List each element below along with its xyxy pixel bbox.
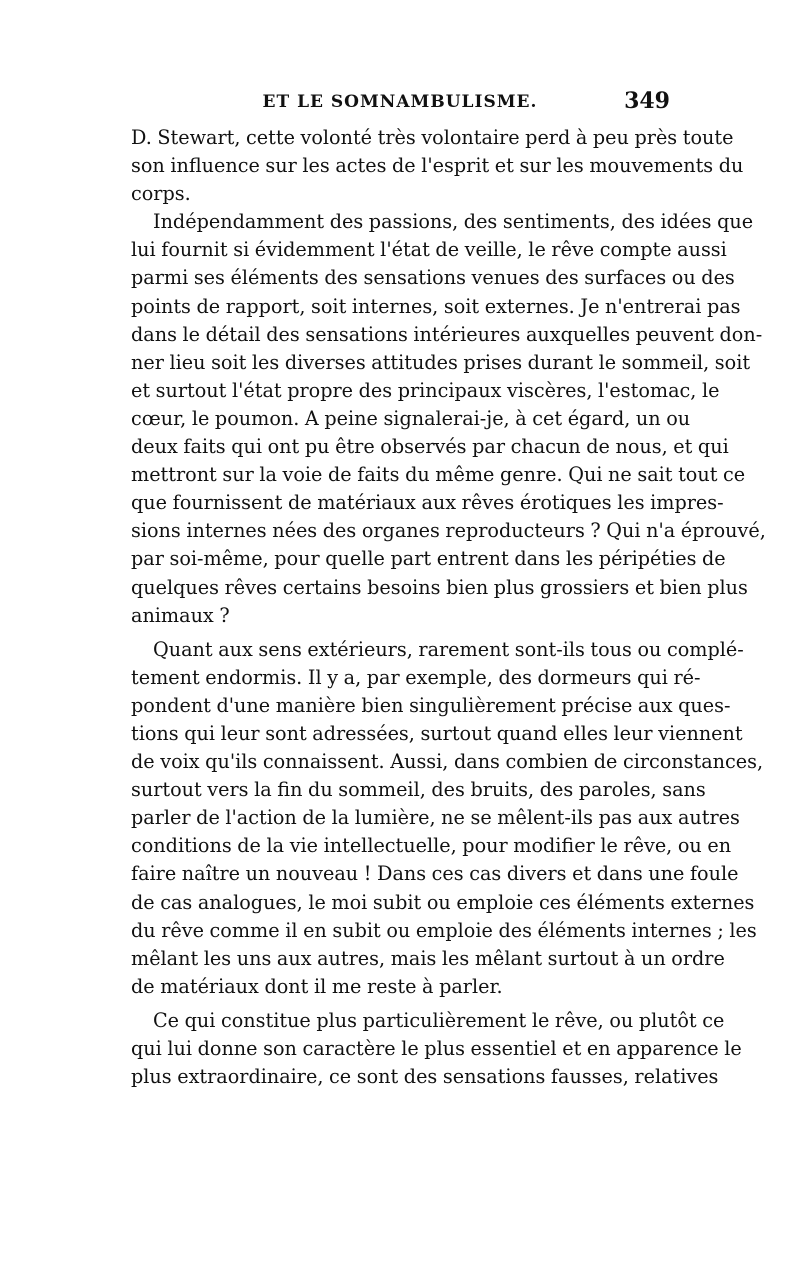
text-line: de cas analogues, le moi subit ou emploie ces éléments externes	[131, 890, 755, 914]
paragraph-3	[131, 636, 764, 1001]
text-line: faire naître un nouveau ! Dans ces cas divers et dans une foule	[131, 862, 739, 886]
running-title: ET LE SOMNAMBULISME.	[262, 92, 538, 112]
text-line: Indépendamment des passions, des sentiments, des idées que	[153, 210, 754, 234]
text-line: points de rapport, soit internes, soit externes. Je n'entrerai pas	[131, 294, 741, 318]
text-line: de voix qu'ils connaissent. Aussi, dans combien de circonstances,	[131, 750, 764, 774]
paragraph-4	[131, 1007, 742, 1091]
text-line: son influence sur les actes de l'esprit et sur les mouvements du	[131, 154, 744, 178]
text-line: lui fournit si évidemment l'état de veille, le rêve compte aussi	[131, 238, 727, 262]
text-line: parler de l'action de la lumière, ne se mêlent-ils pas aux autres	[131, 806, 740, 830]
text-line: plus extraordinaire, ce sont des sensations fausses, relatives	[131, 1065, 719, 1089]
text-line: dans le détail des sensations intérieures auxquelles peuvent don-	[131, 322, 763, 346]
text-line: D. Stewart, cette volonté très volontaire perd à peu près toute	[131, 126, 734, 149]
text-line: surtout vers la fin du sommeil, des bruits, des paroles, sans	[131, 778, 706, 802]
paragraph-1	[131, 124, 744, 208]
text-line: pondent d'une manière bien singulièrement précise aux ques-	[131, 693, 731, 717]
page-number: 349	[624, 88, 670, 114]
text-line: cœur, le poumon. A peine signalerai-je, à cet égard, un ou	[131, 406, 691, 430]
text-line: parmi ses éléments des sensations venues des surfaces ou des	[131, 266, 735, 290]
text-line: mettront sur la voie de faits du même genre. Qui ne sait tout ce	[131, 463, 746, 487]
text-line: Quant aux sens extérieurs, rarement sont-ils tous ou complé-	[153, 637, 744, 661]
text-line: sions internes nées des organes reproducteurs ? Qui n'a éprouvé,	[131, 519, 766, 543]
text-line: par soi-même, pour quelle part entrent dans les péripéties de	[131, 547, 726, 571]
text-line: animaux ?	[131, 603, 230, 627]
text-line: deux faits qui ont pu être observés par chacun de nous, et qui	[131, 435, 729, 459]
text-line: conditions de la vie intellectuelle, pour modifier le rêve, ou en	[131, 834, 732, 858]
text-line: de matériaux dont il me reste à parler.	[131, 974, 503, 998]
text-line: Ce qui constitue plus particulièrement le rêve, ou plutôt ce	[153, 1008, 725, 1032]
text-line: corps.	[131, 182, 191, 206]
text-line: du rêve comme il en subit ou emploie des éléments internes ; les	[131, 918, 757, 942]
text-line: mêlant les uns aux autres, mais les mêlant surtout à un ordre	[131, 946, 725, 970]
text-line: ner lieu soit les diverses attitudes prises durant le sommeil, soit	[131, 350, 751, 374]
text-line: qui lui donne son caractère le plus essentiel et en apparence le	[131, 1037, 742, 1060]
text-line: quelques rêves certains besoins bien plus grossiers et bien plus	[131, 575, 748, 599]
text-line: et surtout l'état propre des principaux viscères, l'estomac, le	[131, 378, 720, 402]
running-head	[130, 88, 670, 118]
text-line: tement endormis. Il y a, par exemple, des dormeurs qui ré-	[131, 665, 701, 689]
body-text	[131, 124, 766, 1091]
text-line: tions qui leur sont adressées, surtout quand elles leur viennent	[131, 721, 743, 745]
paragraph-2	[131, 208, 766, 629]
text-line: que fournissent de matériaux aux rêves érotiques les impres-	[131, 491, 724, 515]
